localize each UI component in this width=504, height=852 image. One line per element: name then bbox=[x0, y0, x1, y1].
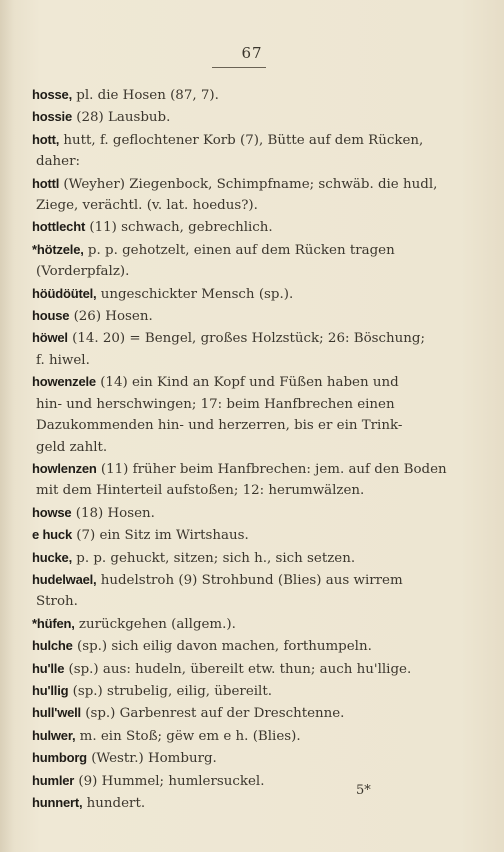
entry-definition-line: Ziege, verächtl. (v. lat. hoedus?). bbox=[36, 198, 258, 214]
entry-definition-line: mit dem Hinterteil aufstoßen; 12: herumwälzen. bbox=[36, 483, 365, 499]
entry-definition-line: hin- und herschwingen; 17: beim Hanfbrechen einen bbox=[36, 396, 395, 412]
dictionary-entry bbox=[32, 524, 472, 546]
entry-headword: höwel bbox=[32, 330, 68, 346]
entry-headword: hudelwael, bbox=[32, 571, 97, 587]
dictionary-entry bbox=[32, 84, 472, 106]
entry-definition-line: p. p. gehotzelt, einen auf dem Rücken tragen bbox=[87, 242, 395, 258]
dictionary-entry bbox=[32, 458, 472, 502]
dictionary-entry bbox=[32, 305, 472, 327]
dictionary-entry bbox=[32, 792, 472, 814]
header-rule bbox=[212, 67, 266, 68]
entry-headword: hosse, bbox=[32, 87, 72, 102]
entry-headword: *hüfen, bbox=[32, 615, 75, 631]
dictionary-entry bbox=[32, 547, 472, 569]
entry-definition-line: (sp.) Garbenrest auf der Dreschtenne. bbox=[85, 706, 345, 722]
dictionary-entry bbox=[32, 371, 472, 458]
entry-headword: hulwer, bbox=[32, 727, 76, 743]
dictionary-entry bbox=[32, 747, 472, 769]
dictionary-entry bbox=[32, 327, 472, 371]
entry-definition-line: (sp.) sich eilig davon machen, forthumpeln. bbox=[76, 639, 372, 655]
dictionary-entry bbox=[32, 216, 472, 238]
entry-headword: hu'llig bbox=[32, 682, 69, 698]
dictionary-entry bbox=[32, 658, 472, 680]
entry-headword: humler bbox=[32, 772, 75, 788]
dictionary-entry bbox=[32, 770, 472, 792]
dictionary-entry bbox=[32, 239, 472, 283]
dictionary-entry bbox=[32, 173, 472, 217]
entry-headword: howenzele bbox=[32, 374, 96, 390]
entry-definition-line: (26) Hosen. bbox=[73, 309, 153, 325]
dictionary-entry bbox=[32, 502, 472, 524]
dictionary-entry bbox=[32, 129, 472, 173]
dictionary-entry bbox=[32, 106, 472, 128]
entry-definition-line: (Westr.) Homburg. bbox=[91, 751, 217, 767]
entry-headword: hulche bbox=[32, 638, 73, 654]
entry-definition-line: (9) Hummel; humlersuckel. bbox=[78, 773, 265, 789]
entry-definition-line: (sp.) strubelig, eilig, übereilt. bbox=[72, 683, 272, 699]
dictionary-entry bbox=[32, 613, 472, 635]
entry-definition-line: f. hiwel. bbox=[36, 352, 90, 368]
entry-headword: hottl bbox=[32, 175, 60, 191]
entry-definition-line: Stroh. bbox=[36, 594, 78, 610]
entry-definition-line: (11) schwach, gebrechlich. bbox=[89, 220, 273, 236]
entry-headword: house bbox=[32, 308, 70, 324]
entry-headword: hu'lle bbox=[32, 660, 65, 676]
entry-definition-line: daher: bbox=[36, 154, 81, 170]
entry-headword: hossie bbox=[32, 109, 72, 125]
entry-definition-line: m. ein Stoß; gëw em e h. (Blies). bbox=[79, 728, 301, 744]
entry-headword: hottlecht bbox=[32, 219, 86, 235]
entry-definition-line: (14. 20) = Bengel, großes Holzstück; 26: Böschung; bbox=[72, 331, 425, 347]
entry-definition-line: pl. die Hosen (87, 7). bbox=[76, 88, 219, 103]
entry-definition-line: (28) Lausbub. bbox=[76, 110, 171, 126]
entry-headword: hull'well bbox=[32, 705, 81, 721]
dictionary-entry bbox=[32, 725, 472, 747]
entry-definition-line: ungeschickter Mensch (sp.). bbox=[100, 286, 294, 302]
signature-mark: 5* bbox=[356, 783, 371, 798]
entry-headword: humborg bbox=[32, 750, 87, 766]
entry-headword: hucke, bbox=[32, 549, 72, 565]
entry-definition-line: geld zahlt. bbox=[36, 439, 108, 455]
dictionary-entry bbox=[32, 702, 472, 724]
entry-headword: *hötzele, bbox=[32, 241, 84, 257]
entry-definition-line: Dazukommenden hin- und herzerren, bis er ein Trink- bbox=[36, 418, 403, 434]
entry-headword: hott, bbox=[32, 131, 60, 147]
page-number: 67 bbox=[241, 44, 263, 62]
dictionary-entry bbox=[32, 635, 472, 657]
entry-definition-line: hudelstroh (9) Strohbund (Blies) aus wirrem bbox=[100, 572, 403, 588]
entry-headword: hunnert, bbox=[32, 795, 83, 810]
entry-definition-line: (Weyher) Ziegenbock, Schimpfname; schwäb. die hudl, bbox=[63, 176, 438, 192]
entry-definition-line: (sp.) aus: hudeln, übereilt etw. thun; auch hu'llige. bbox=[68, 661, 412, 677]
entry-definition-line: (Vorderpfalz). bbox=[36, 264, 130, 280]
dictionary-entry bbox=[32, 569, 472, 613]
dictionary-entry bbox=[32, 283, 472, 305]
dictionary-entry bbox=[32, 680, 472, 702]
entry-definition-line: (11) früher beim Hanfbrechen: jem. auf den Boden bbox=[100, 461, 447, 477]
entry-headword: e huck bbox=[32, 527, 72, 543]
dictionary-entries bbox=[32, 84, 472, 814]
entry-headword: howse bbox=[32, 504, 72, 520]
entry-definition-line: hundert. bbox=[86, 796, 146, 811]
entry-headword: howlenzen bbox=[32, 460, 97, 476]
entry-headword: höüdöütel, bbox=[32, 285, 97, 301]
entry-definition-line: (14) ein Kind an Kopf und Füßen haben und bbox=[100, 375, 399, 391]
entry-definition-line: zurückgehen (allgem.). bbox=[78, 616, 236, 632]
entry-definition-line: (7) ein Sitz im Wirtshaus. bbox=[76, 528, 249, 544]
entry-definition-line: p. p. gehuckt, sitzen; sich h., sich setzen. bbox=[76, 550, 356, 566]
entry-definition-line: hutt, f. geflochtener Korb (7), Bütte auf dem Rücken, bbox=[63, 132, 424, 148]
entry-definition-line: (18) Hosen. bbox=[75, 505, 155, 521]
